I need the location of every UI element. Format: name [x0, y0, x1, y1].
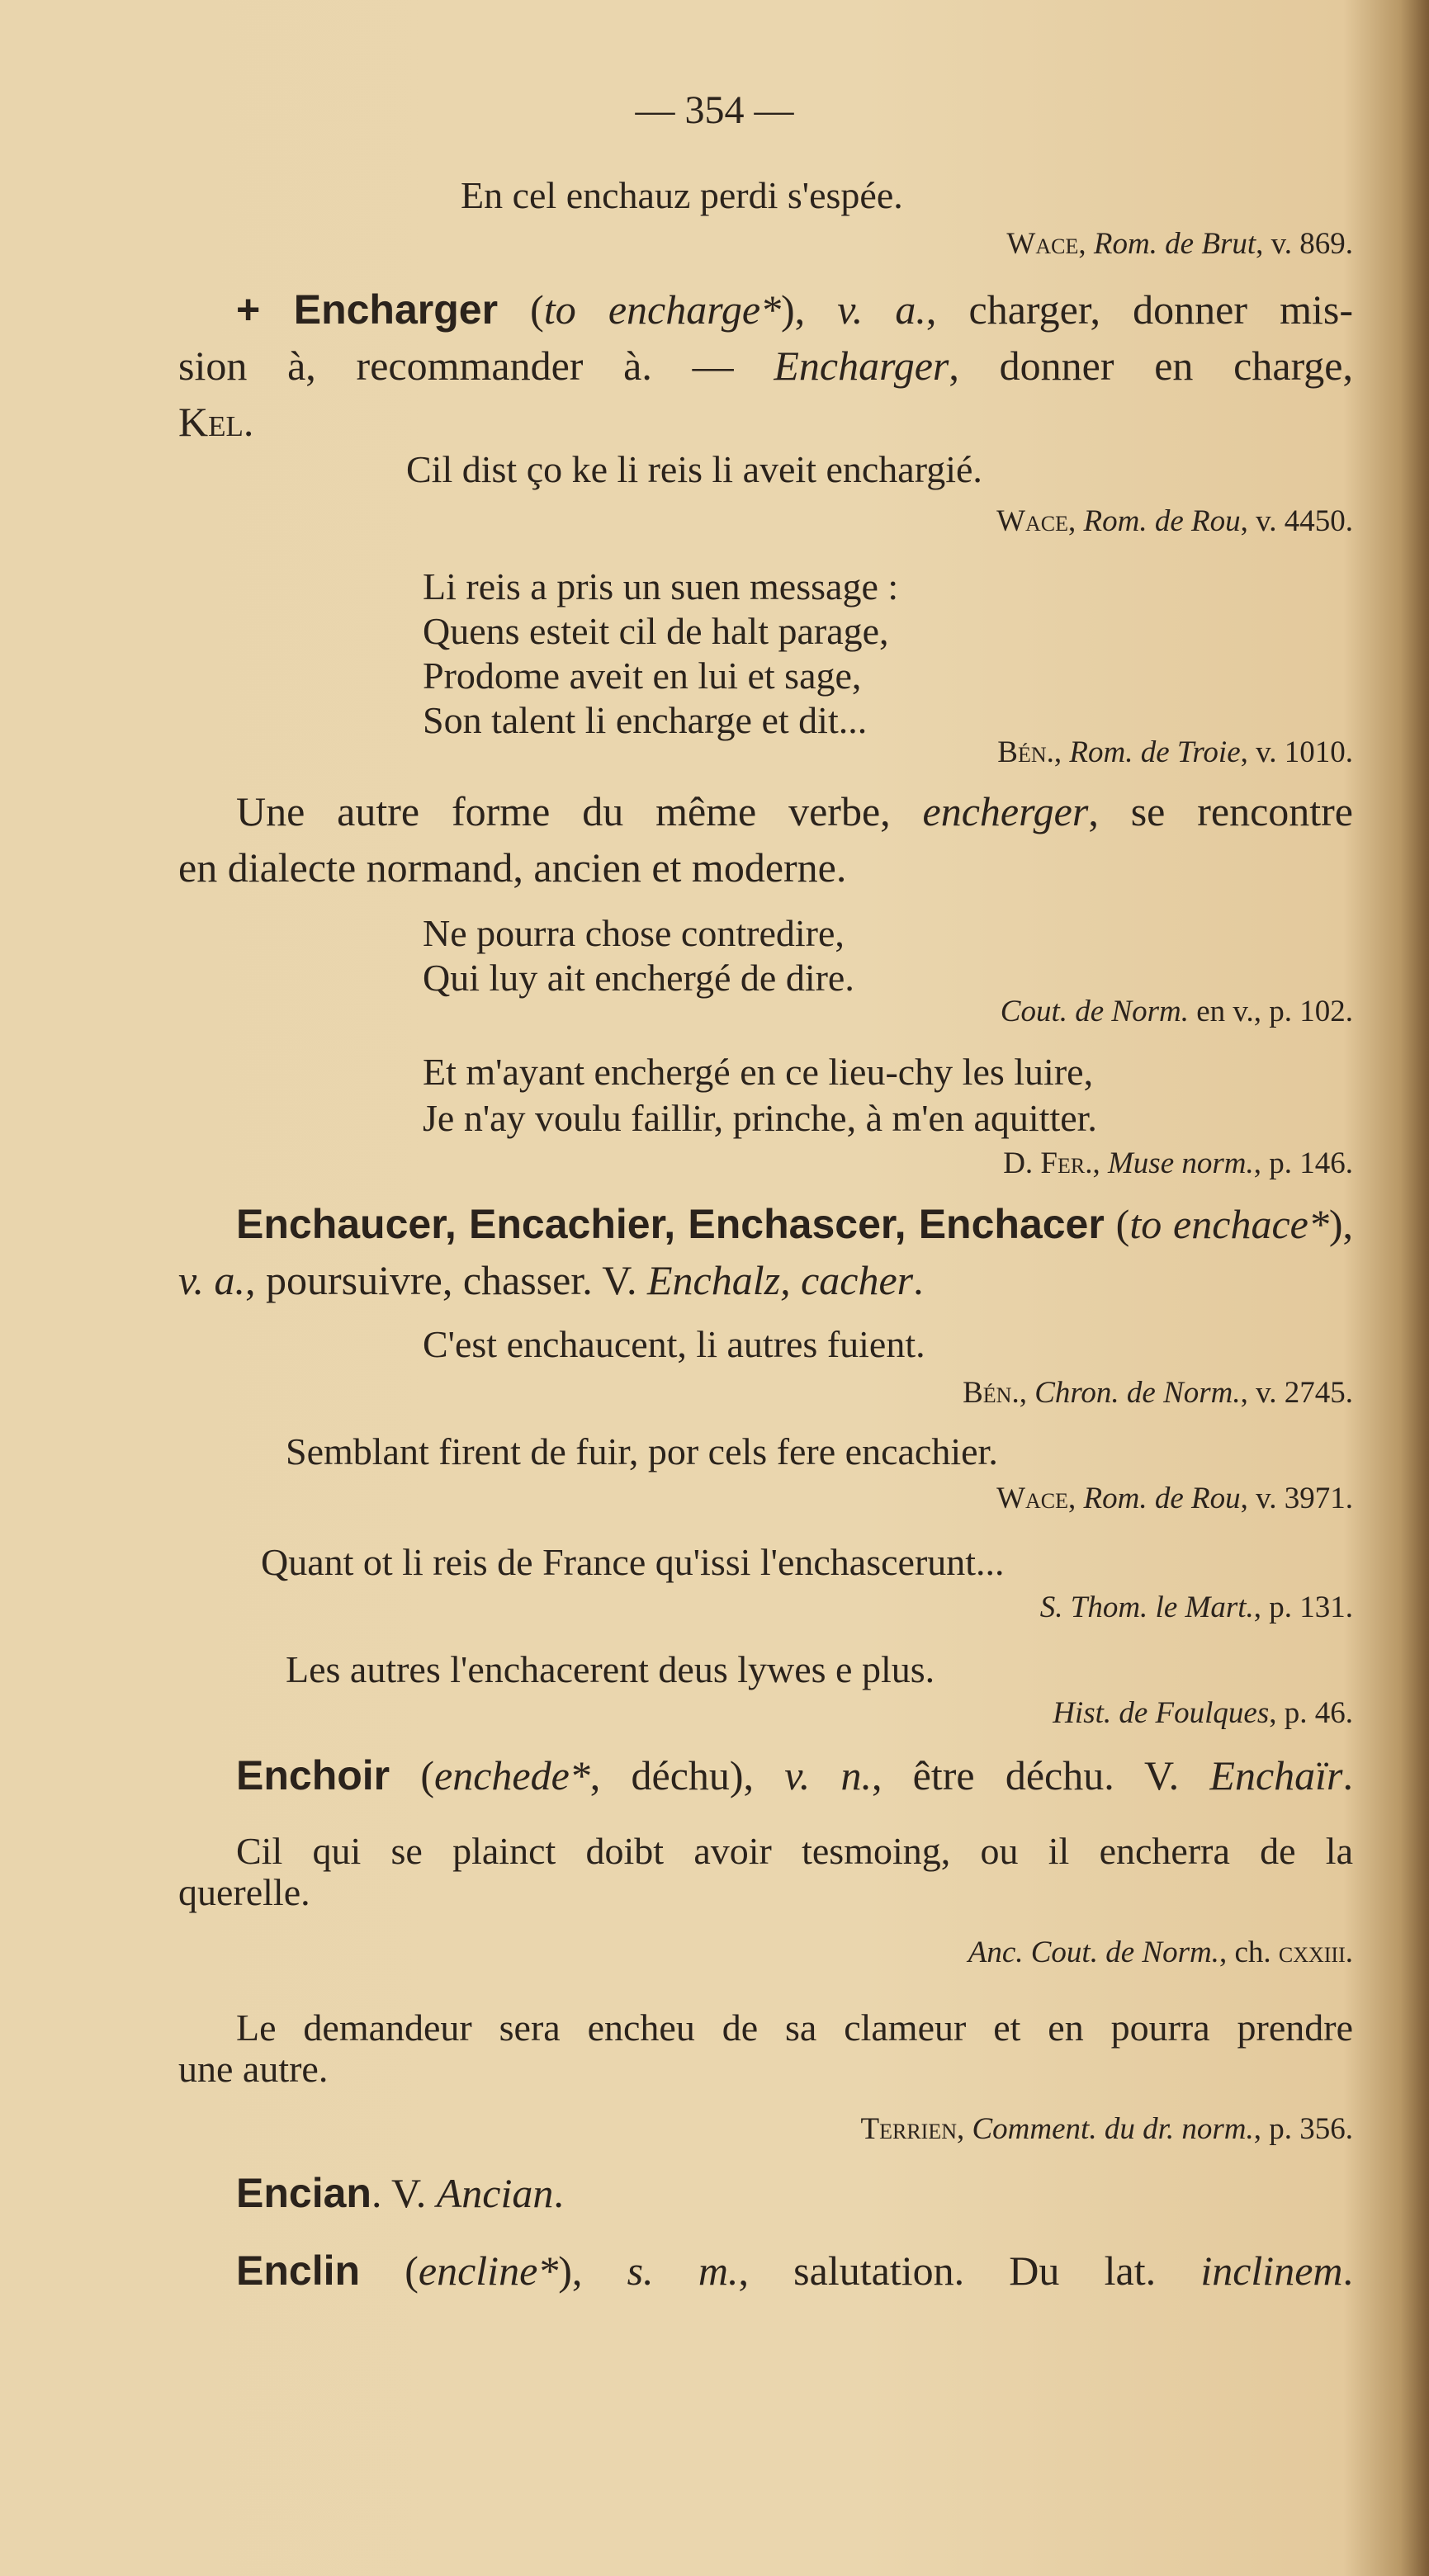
sep: ,: [1068, 504, 1084, 538]
work-title: Rom. de Troie: [1069, 735, 1241, 769]
work-title: Rom. de Brut: [1093, 227, 1256, 261]
work-title: Chron. de Norm.: [1034, 1376, 1241, 1410]
ref: , p. 356.: [1253, 2112, 1353, 2146]
ref: , v. 1010.: [1240, 735, 1353, 769]
work-title: S. Thom. le Mart.: [1039, 1591, 1254, 1624]
citation: [1001, 996, 1353, 1027]
quote-text: Je n'ay voulu faillir, prinche, à m'en aquitter.: [423, 1097, 1097, 1139]
work-title: Anc. Cout. de Norm.: [968, 1936, 1219, 1969]
work-title: Cout. de Norm.: [1000, 995, 1189, 1028]
quote-line: [423, 1099, 1097, 1137]
author: Wace: [996, 504, 1069, 538]
text: , déchu),: [589, 1752, 785, 1798]
citation: [1040, 1592, 1353, 1623]
etymology: inclinem: [1200, 2248, 1343, 2294]
author: Terrien: [860, 2112, 957, 2146]
text: .: [1342, 1752, 1353, 1798]
sep: ,: [957, 2112, 972, 2146]
entry-enchaucer: [236, 1203, 1353, 1245]
text: ),: [558, 2248, 627, 2294]
quote-line: [423, 612, 889, 650]
author: Bén: [963, 1376, 1012, 1410]
work-title: Muse norm.: [1107, 1146, 1254, 1180]
entry-enchoir: [236, 1752, 1353, 1798]
etymon: encline*: [418, 2248, 559, 2294]
work-title: Comment. du dr. norm.: [972, 2112, 1254, 2146]
quote-text: Et m'ayant enchergé en ce lieu-chy les luire,: [423, 1051, 1094, 1093]
citation: [996, 506, 1353, 536]
entry-enclin: [236, 2248, 1353, 2294]
quote-text: Les autres l'enchacerent deus lywes e plus.: [286, 1648, 935, 1690]
ref: , ch.: [1218, 1936, 1279, 1969]
quote-line: [423, 912, 845, 954]
entry-line: [178, 343, 1354, 389]
author: Bén: [997, 735, 1047, 769]
quote-text: C'est enchaucent, li autres fuient.: [423, 1323, 925, 1365]
citation: [1006, 229, 1353, 259]
quote-line: [236, 1832, 1353, 1870]
text: .: [553, 2170, 564, 2216]
headword: Enchoir: [236, 1752, 390, 1798]
quote-text: Le demandeur sera encheu de sa clameur et en pourra prendre: [236, 2006, 1353, 2049]
citation: [861, 2114, 1353, 2144]
definition: , salutation. Du lat.: [738, 2248, 1201, 2294]
grammar: v. a.: [837, 286, 926, 333]
cross-reference: Enchalz, cacher: [646, 1257, 914, 1303]
work-title: Hist. de Foulques: [1053, 1696, 1270, 1730]
quote-line: [178, 2050, 328, 2088]
quote-text: Li reis a pris un suen message :: [423, 565, 899, 607]
ref: , v. 3971.: [1240, 1482, 1353, 1515]
quote-text: En cel enchauz perdi s'espée.: [461, 174, 903, 216]
ref: , p. 46.: [1269, 1696, 1353, 1730]
sep: .,: [1011, 1376, 1035, 1410]
quote-text: Quant ot li reis de France qu'issi l'enchascerunt...: [261, 1541, 1005, 1583]
entry-line: [178, 399, 254, 445]
etymon: to enchace*: [1129, 1201, 1329, 1247]
quote-line: [261, 1543, 1005, 1581]
text: ),: [1328, 1201, 1353, 1247]
text: ),: [781, 286, 838, 333]
grammar: s. m.: [627, 2248, 739, 2294]
quote-line: [178, 1871, 310, 1913]
text: .: [243, 399, 254, 445]
definition: , être déchu. V.: [871, 1752, 1210, 1798]
quote-text: Semblant firent de fuir, por cels fere encachier.: [286, 1430, 998, 1472]
citation: [997, 737, 1353, 768]
definition: , poursuivre, chasser. V.: [244, 1257, 647, 1303]
author: Wace: [1006, 227, 1079, 261]
grammar: v. a.: [178, 1257, 245, 1303]
headword: Enclin: [236, 2248, 361, 2294]
headword: + Encharger: [236, 286, 499, 333]
grammar: v. n.: [784, 1752, 872, 1798]
text: .: [1342, 2248, 1353, 2294]
etymon: enchede*: [434, 1752, 590, 1798]
work-title: Rom. de Rou: [1083, 504, 1241, 538]
citation: [1003, 1148, 1353, 1179]
text: , donner en charge,: [949, 343, 1354, 389]
text: sion à, recommander à. —: [178, 343, 774, 389]
quote-line: [423, 657, 861, 695]
headword: Enchaucer, Encachier, Enchascer, Enchacer: [236, 1201, 1105, 1247]
sep: ,: [1078, 227, 1094, 261]
sep: ,: [1068, 1482, 1084, 1515]
ref: , p. 146.: [1253, 1146, 1353, 1180]
quote-text: Qui luy ait enchergé de dire.: [423, 957, 854, 999]
text: (: [1104, 1201, 1130, 1247]
quote-line: [423, 1053, 1093, 1091]
quote-text: Quens esteit cil de halt parage,: [423, 610, 889, 652]
text: . V.: [371, 2170, 437, 2216]
cross-reference: Enchaïr: [1209, 1752, 1343, 1798]
author: D.: [1003, 1146, 1041, 1180]
quote-text: Cil qui se plainct doibt avoir tesmoing, ou il encherra de la: [236, 1830, 1353, 1872]
text: .: [913, 1257, 924, 1303]
quote-text: Prodome aveit en lui et sage,: [423, 655, 862, 697]
quote-text: querelle.: [178, 1871, 310, 1913]
definition: , charger, donner mis-: [925, 286, 1353, 333]
ref: , p. 131.: [1253, 1591, 1353, 1624]
ref: , v. 869.: [1256, 227, 1353, 261]
text: Une autre forme du même verbe,: [236, 788, 923, 834]
text: (: [390, 1752, 435, 1798]
quote-text: Son talent li encharge et dit...: [423, 699, 868, 741]
etymon: to encharge*: [543, 286, 782, 333]
ref: en v., p. 102.: [1188, 995, 1353, 1028]
form: Encharger: [774, 343, 949, 389]
form: encherger: [922, 788, 1089, 834]
ref: .: [1345, 1936, 1353, 1969]
cross-reference: Ancian: [436, 2170, 554, 2216]
paragraph-line: [178, 844, 847, 891]
quote-line: [423, 959, 854, 997]
entry-line: [178, 1257, 924, 1303]
quote-line: [286, 1648, 935, 1690]
citation: [968, 1937, 1353, 1968]
entry-encian: [236, 2172, 564, 2214]
sep: .,: [1046, 735, 1070, 769]
ref: , v. 2745.: [1240, 1376, 1353, 1410]
quote-text: une autre.: [178, 2048, 329, 2090]
quote-line: [461, 174, 903, 216]
text: en dialecte normand, ancien et moderne.: [178, 844, 847, 891]
text: (: [360, 2248, 419, 2294]
quote-line: [406, 448, 982, 490]
citation: [963, 1378, 1353, 1408]
ref: cxxiii: [1278, 1936, 1346, 1969]
work-title: Rom. de Rou: [1083, 1482, 1241, 1515]
ref: , v. 4450.: [1240, 504, 1353, 538]
citation: [996, 1483, 1353, 1514]
source: Kel: [178, 399, 244, 445]
citation: [1053, 1698, 1353, 1728]
quote-text: Cil dist ço ke li reis li aveit enchargié.: [406, 448, 982, 490]
quote-line: [236, 2006, 1353, 2049]
entry-encharger: [236, 286, 1353, 333]
author: Wace: [996, 1482, 1069, 1515]
author: Fer: [1040, 1146, 1086, 1180]
quote-line: [423, 1323, 925, 1365]
paragraph-line: [236, 788, 1353, 834]
quote-line: [286, 1430, 998, 1472]
text: (: [498, 286, 544, 333]
page-number: — 354 —: [635, 88, 794, 132]
quote-text: Ne pourra chose contredire,: [423, 912, 845, 954]
text: , se rencontre: [1088, 788, 1353, 834]
quote-line: [423, 699, 868, 741]
quote-line: [423, 565, 899, 607]
headword: Encian: [236, 2170, 371, 2216]
sep: .,: [1085, 1146, 1108, 1180]
